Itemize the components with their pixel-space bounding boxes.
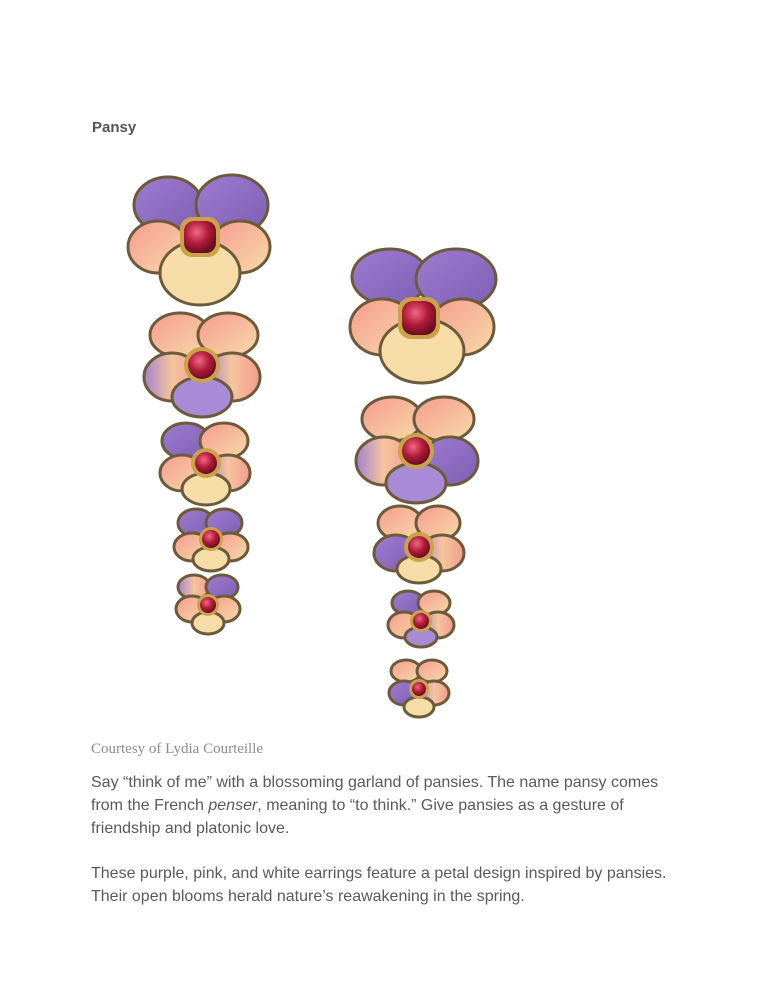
paragraph-intro-text-end: , meaning to “to think.” Give pansies as a gesture of friendship and platonic love. [91, 797, 624, 837]
pansy-flower [176, 575, 240, 634]
pansy-flower [374, 506, 464, 583]
pansy-flower [144, 313, 260, 417]
pansy-flower [160, 423, 250, 505]
pansy-flower [388, 591, 454, 647]
pansy-flower [356, 397, 478, 503]
image-caption: Courtesy of Lydia Courteille [91, 741, 264, 757]
pansy-flower [174, 509, 248, 571]
pansy-flower [350, 249, 496, 383]
right-earring [350, 249, 496, 717]
pansy-flower [389, 660, 449, 717]
earrings-image [120, 155, 520, 735]
paragraph-intro-text: Say “think of me” with a blossoming garland of pansies. The name pansy comes from the French [91, 774, 659, 814]
emphasis-word: penser [208, 797, 258, 814]
left-earring [128, 175, 270, 634]
pansy-flower [128, 175, 270, 305]
paragraph-intro [91, 771, 691, 840]
paragraph-description: These purple, pink, and white earrings feature a petal design inspired by pansies. Their open blooms herald nature’s reawakening in the spring. [91, 865, 667, 905]
section-heading: Pansy [92, 119, 137, 136]
